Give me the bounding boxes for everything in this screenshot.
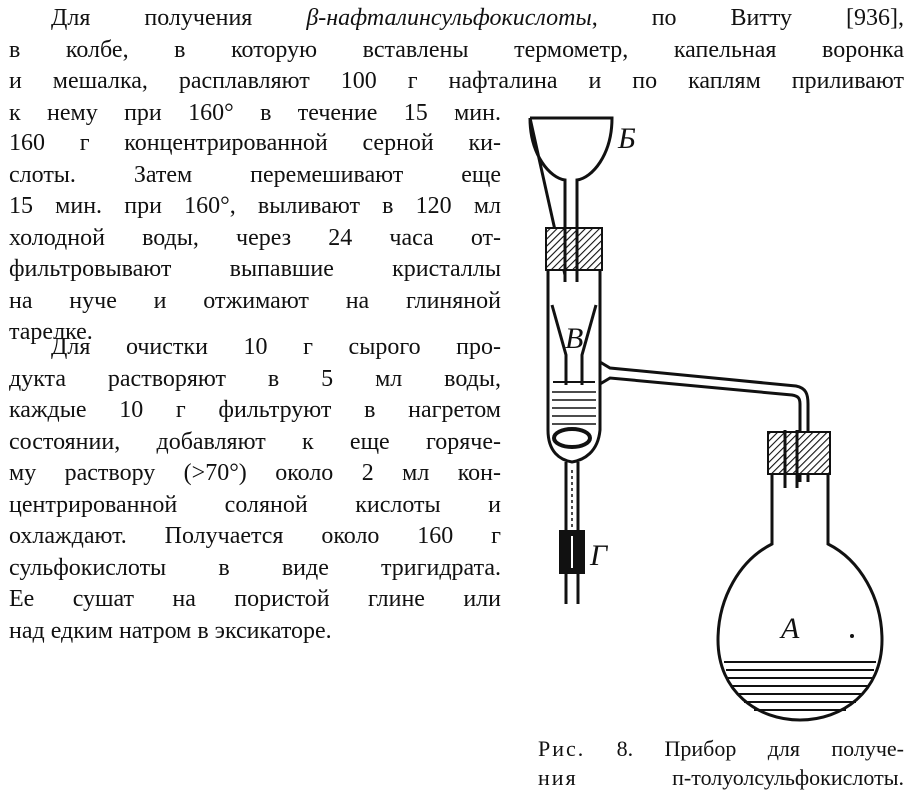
text-line: состоянии, добавляют к еще горяче- <box>9 428 501 455</box>
text-line: слоты. Затем перемешивают еще <box>9 161 501 188</box>
compound-name: β-нафталинсульфокислоты <box>306 5 592 31</box>
text-line: 160 г концентрированной серной ки- <box>9 130 501 156</box>
label-vessel: В <box>565 322 584 355</box>
text-line: Ее сушат на пористой глине или <box>9 586 501 612</box>
liquid-level <box>552 392 596 424</box>
text-line: в колбе, в которую вставлены термометр, капельная воронка <box>9 36 904 63</box>
figure-caption <box>538 734 904 792</box>
paragraph-2 <box>9 332 501 647</box>
label-flask: А <box>781 612 800 645</box>
text-line: фильтровывают выпавшие кристаллы <box>9 256 501 282</box>
text-line: охлаждают. Получается около 160 г <box>9 523 501 549</box>
text-line: дукта растворяют в 5 мл воды, <box>9 365 501 392</box>
text-line: над едким натром в эксикаторе. <box>9 617 332 644</box>
caption-line-2: ния п-толуолсульфокислоты. <box>538 765 904 790</box>
text-line: Для очистки 10 г сырого про- <box>51 334 501 360</box>
round-bottom-flask <box>718 474 882 720</box>
text-line: центрированной соляной кислоты и <box>9 491 501 518</box>
flask-liquid <box>724 662 876 710</box>
stopper-upper <box>546 228 602 270</box>
text-line: му раствору (>70°) около 2 мл кон- <box>9 460 501 486</box>
text-line: сульфокислоты в виде тригидрата. <box>9 554 501 581</box>
label-clamp: Г <box>590 539 608 572</box>
caption-prefix: Рис. <box>538 736 586 761</box>
reaction-vessel <box>548 270 600 462</box>
label-funnel: Б <box>618 122 636 155</box>
text-line: к нему при 160° в течение 15 мин. <box>9 99 501 126</box>
text-line: на нуче и отжимают на глиняной <box>9 287 501 314</box>
text-line: и мешалка, расплавляют 100 г нафталина и по каплям приливают <box>9 68 904 94</box>
text-line: холодной воды, через 24 часа от- <box>9 224 501 251</box>
apparatus-figure <box>515 108 905 728</box>
stopper-lower <box>768 432 830 474</box>
text-line: каждые 10 г фильтруют в нагретом <box>9 397 501 423</box>
caption-line-1: Рис. 8. Прибор для получе- <box>538 736 905 761</box>
text-line: 15 мин. при 160°, выливают в 120 мл <box>9 193 501 219</box>
text-line: тарелке. <box>9 319 93 345</box>
text-line: Для получения β-нафталинсульфокислоты, по Витту [936], <box>51 5 905 31</box>
paragraph-1-column <box>9 128 501 349</box>
